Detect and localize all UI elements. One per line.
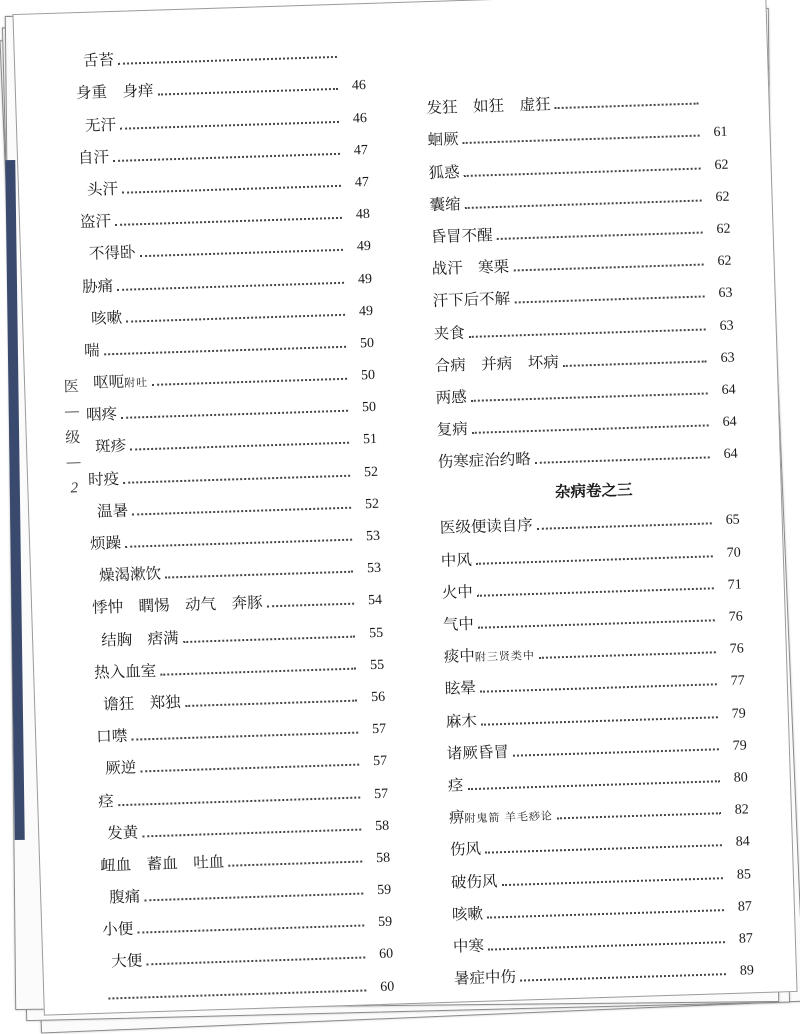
- toc-entry-title-main: 诸厥昏冒: [446, 742, 510, 763]
- toc-entry-title-main: 热入血室: [93, 661, 157, 682]
- toc-entry-title-main: 战汗 寒栗: [431, 257, 510, 279]
- toc-entry-title: [107, 820, 139, 843]
- toc-entry-title-main: 夹食: [433, 323, 465, 343]
- dot-leader: [158, 88, 338, 96]
- toc-entry-title: [437, 447, 531, 472]
- toc-entry-page: 59: [377, 914, 393, 931]
- toc-entry-title-main: 结胸 痞满: [100, 628, 179, 650]
- toc-entry-title: [453, 934, 485, 957]
- toc-entry-title: [444, 676, 476, 699]
- toc-entry-page: 77: [730, 673, 746, 690]
- toc-entry-title-main: 腹痛: [108, 887, 141, 907]
- toc-entry-title: [103, 690, 181, 714]
- toc-entry-title: [102, 917, 134, 940]
- toc-entry-title-main: 烦躁: [89, 533, 122, 553]
- toc-entry-title: [101, 626, 179, 650]
- toc-entry-title-note: 附鬼箭 羊毛痧论: [464, 809, 554, 826]
- toc-entry-page: 46: [351, 78, 367, 94]
- toc-entry-title-main: 无汗: [84, 115, 117, 135]
- toc-entry-title: [454, 965, 517, 989]
- toc-entry-title-main: 呕呃: [92, 372, 125, 392]
- toc-entry-page: 60: [378, 947, 394, 963]
- toc-entry-title: [111, 949, 143, 972]
- toc-entry-title: [426, 92, 551, 118]
- toc-entry-title-main: 气中: [442, 614, 475, 634]
- toc-entry-title: [450, 837, 482, 860]
- dot-leader: [165, 571, 353, 579]
- toc-entry-page: 62: [717, 253, 732, 270]
- toc-entry-title: [431, 255, 509, 279]
- toc-entry-page: 52: [364, 496, 380, 513]
- toc-entry-title-main: 狐惑: [428, 162, 460, 182]
- toc-entry-page: 59: [376, 882, 392, 899]
- dot-leader: [535, 457, 710, 464]
- toc-entry-title: [430, 223, 493, 247]
- toc-entry-title: [448, 773, 464, 795]
- header-divider: [65, 411, 79, 412]
- dot-leader: [513, 264, 703, 272]
- toc-entry-page: 57: [371, 721, 387, 738]
- toc-entry-page: 48: [355, 207, 371, 223]
- toc-entry-page: 87: [737, 898, 753, 915]
- toc-entry-page: 49: [356, 239, 372, 255]
- toc-entry-title: [434, 350, 559, 376]
- toc-entry-title: [86, 402, 118, 425]
- toc-entry-title: [451, 869, 498, 892]
- toc-entry-page: 85: [736, 866, 752, 883]
- toc-entry-page: 84: [735, 834, 751, 851]
- toc-entry-page: 47: [354, 174, 370, 191]
- toc-entry-page: 53: [366, 560, 382, 577]
- toc-entry-title: [87, 177, 119, 200]
- toc-entry-title-note: 附三贤类中: [474, 649, 536, 665]
- toc-entry-page: 80: [733, 770, 749, 786]
- toc-entry-title-main: 伤风: [449, 840, 482, 860]
- toc-entry-title-main: 火中: [441, 582, 474, 602]
- toc-entry-title-main: 昏冒不醒: [430, 226, 493, 246]
- toc-entry-page: 53: [365, 528, 381, 545]
- dot-leader: [563, 360, 707, 367]
- toc-entry-title-main: 痰中: [443, 647, 476, 667]
- toc-entry-title: [96, 724, 128, 747]
- toc-column-left: [74, 30, 394, 1004]
- toc-entry-page: 79: [731, 705, 747, 722]
- toc-entry-title: [452, 901, 484, 924]
- dot-leader: [185, 700, 357, 707]
- toc-entry-title-main: 小便: [101, 920, 134, 939]
- toc-entry-page: 76: [729, 641, 744, 658]
- toc-entry-page: 57: [372, 754, 388, 770]
- toc-column-right: [426, 77, 755, 1016]
- toc-entry-title-main: 中风: [440, 550, 473, 570]
- toc-entry-title-main: 发狂 如狂 虚狂: [426, 95, 551, 118]
- toc-entry-page: 60: [379, 979, 395, 995]
- toc-entry-title-main: 医级便读自序: [439, 516, 534, 538]
- toc-entry-title-main: 暑症中伤: [453, 967, 517, 988]
- toc-entry-title-main: 痹: [448, 808, 465, 827]
- toc-entry-title-main: 咳嗽: [90, 308, 123, 328]
- toc-entry-title: [98, 789, 114, 811]
- toc-entry-title-main: 温暑: [96, 501, 129, 521]
- toc-entry-page: 49: [357, 271, 373, 287]
- toc-entry-title: [97, 499, 129, 522]
- toc-entry-title: [441, 580, 473, 603]
- toc-entry-title: [99, 562, 162, 586]
- toc-entry-page: 54: [367, 593, 383, 609]
- toc-entry-title: [433, 321, 465, 344]
- toc-entry-title-main: 厥逆: [104, 758, 137, 778]
- toc-entry-page: 47: [353, 142, 369, 159]
- toc-entry-title-main: 眩晕: [444, 679, 477, 699]
- toc-entry-title-main: 舌苔: [82, 51, 115, 71]
- toc-entry-page: 61: [713, 125, 728, 141]
- toc-entry-title: [85, 112, 117, 135]
- toc-group-shanghan: [426, 77, 738, 472]
- toc-entry-page: 58: [375, 850, 391, 866]
- toc-entry-page: 64: [722, 414, 737, 431]
- toc-entry-page: 57: [373, 786, 389, 802]
- toc-entry-title-main: 痉: [97, 791, 115, 811]
- toc-entry-title: [427, 128, 459, 151]
- toc-entry-title-main: 复病: [436, 420, 469, 440]
- toc-entry-title-main: 喘: [83, 341, 100, 360]
- toc-entry-title-main: 悸忡 瞤惕 动气 奔豚: [91, 593, 263, 618]
- toc-entry-title-main: 时疫: [87, 469, 120, 489]
- toc-entry-title-main: 不得卧: [88, 243, 136, 264]
- dot-leader: [555, 103, 699, 110]
- toc-group-zabing: [439, 497, 755, 1016]
- toc-entry-title: [88, 467, 120, 490]
- toc-entry-title-main: 身重 身痒: [75, 82, 154, 103]
- toc-entry-title-main: 发黄: [106, 823, 139, 843]
- toc-entry-title-main: 斑疹: [94, 437, 127, 457]
- toc-entry-title: [439, 513, 533, 538]
- toc-entry-title-main: 咳嗽: [451, 904, 484, 924]
- toc-entry-title: [83, 48, 115, 71]
- toc-entry-page: 89: [739, 963, 755, 979]
- toc-entry-page: 64: [721, 382, 736, 398]
- toc-entry-title: [429, 192, 461, 215]
- toc-entry-title-main: 衄血 蓄血 吐血: [99, 852, 225, 875]
- toc-entry-page: 82: [734, 802, 750, 818]
- toc-entry-page: 49: [358, 303, 374, 320]
- toc-entry-title: [76, 79, 154, 103]
- toc-entry-title: [100, 850, 225, 876]
- toc-entry-title: [428, 160, 460, 183]
- toc-entry-page: 51: [362, 432, 378, 448]
- toc-entry-title: [432, 287, 510, 311]
- toc-entry-title-main: 胁痛: [81, 276, 114, 296]
- toc-entry-page: 64: [723, 446, 738, 463]
- toc-entry-title: [91, 305, 123, 328]
- toc-entry-page: 79: [732, 738, 748, 754]
- toc-entry-title: [82, 274, 114, 297]
- dot-leader: [539, 651, 716, 659]
- toc-entry-title: [94, 659, 157, 683]
- toc-entry-title-main: 破伤风: [450, 871, 498, 892]
- toc-entry-page: 52: [363, 464, 379, 480]
- toc-entry-title: [95, 434, 127, 457]
- dot-leader: [228, 860, 362, 866]
- toc-entry-title-note: 附吐: [123, 376, 149, 390]
- toc-entry-title: [80, 209, 112, 232]
- toc-entry-title-main: 盗汗: [79, 212, 112, 232]
- toc-entry-title: [442, 612, 474, 635]
- toc-entry-title-main: 伤寒症治约略: [437, 450, 531, 472]
- toc-entry-page: 62: [716, 221, 731, 238]
- toc-entry-title-main: 囊缩: [429, 194, 461, 214]
- toc-entry-title-main: 头汗: [86, 179, 119, 199]
- toc-entry-title-main: 口噤: [95, 726, 128, 746]
- toc-entry-title-main: 中寒: [452, 936, 485, 956]
- toc-entry-title: [446, 708, 478, 731]
- toc-entry-title: [436, 417, 468, 440]
- dot-leader: [108, 989, 366, 999]
- toc-entry-page: 63: [720, 350, 735, 366]
- toc-entry-title-main: 合病 并病 坏病: [434, 352, 559, 375]
- toc-entry-title-main: 燥渴漱饮: [98, 564, 162, 585]
- toc-entry-page: 50: [359, 335, 375, 352]
- toc-entry-title: [435, 385, 467, 408]
- toc-entry-page: 58: [374, 818, 390, 834]
- toc-entry-page: 55: [368, 625, 384, 641]
- page-number: 2: [70, 480, 79, 497]
- dot-leader: [267, 603, 355, 608]
- toc-entry-title: [440, 548, 472, 571]
- dot-leader: [537, 523, 712, 530]
- toc-entry-page: 62: [715, 189, 730, 205]
- toc-entry-title: [84, 338, 100, 360]
- toc-entry-title-main: 麻木: [445, 711, 478, 731]
- dot-leader: [514, 296, 704, 304]
- toc-entry-title: [449, 803, 554, 828]
- running-header-char-1: 医: [63, 377, 79, 396]
- toc-entry-page: 56: [370, 689, 386, 706]
- toc-entry-page: 65: [725, 512, 740, 529]
- dot-leader: [557, 812, 721, 819]
- toc-entry-title: [105, 756, 137, 779]
- toc-page: [12, 0, 797, 1016]
- section-title: 杂病卷之三: [554, 480, 633, 502]
- running-header-char-2: 级: [64, 428, 81, 447]
- toc-entry-title-main: 汗下后不解: [432, 289, 511, 311]
- toc-entry-title: [443, 642, 535, 667]
- toc-entry-page: 62: [714, 157, 729, 173]
- toc-entry-page: 46: [352, 110, 368, 127]
- toc-entry-title-main: 痉: [447, 776, 464, 795]
- toc-entry-title: [109, 885, 141, 908]
- toc-entry-page: 76: [728, 609, 743, 625]
- toc-entry-title-main: 咽疼: [85, 405, 118, 425]
- toc-entry-title-main: 自汗: [77, 147, 110, 167]
- toc-entry-title: [93, 369, 149, 393]
- toc-entry-page: 87: [738, 931, 754, 947]
- toc-entry-title: [447, 740, 510, 764]
- dot-leader: [183, 635, 355, 642]
- toc-entry-page: 70: [726, 545, 741, 561]
- toc-entry-title: [89, 241, 136, 264]
- toc-entry-page: 55: [369, 657, 385, 673]
- toc-entry-title-main: 大便: [110, 951, 143, 971]
- toc-entry-page: 71: [727, 577, 742, 593]
- toc-entry-title-main: 谵狂 郑独: [102, 693, 181, 714]
- toc-entry-page: 63: [719, 318, 734, 334]
- toc-entry-page: 50: [361, 400, 377, 416]
- toc-entry-title-main: 蛔厥: [427, 130, 459, 150]
- header-divider: [67, 462, 81, 463]
- toc-entry-title: [78, 145, 110, 168]
- toc-entry-page: 63: [718, 285, 733, 302]
- toc-entry-title: [90, 531, 122, 554]
- toc-entry-page: 50: [360, 367, 376, 384]
- toc-entry-title-main: 两感: [435, 387, 467, 407]
